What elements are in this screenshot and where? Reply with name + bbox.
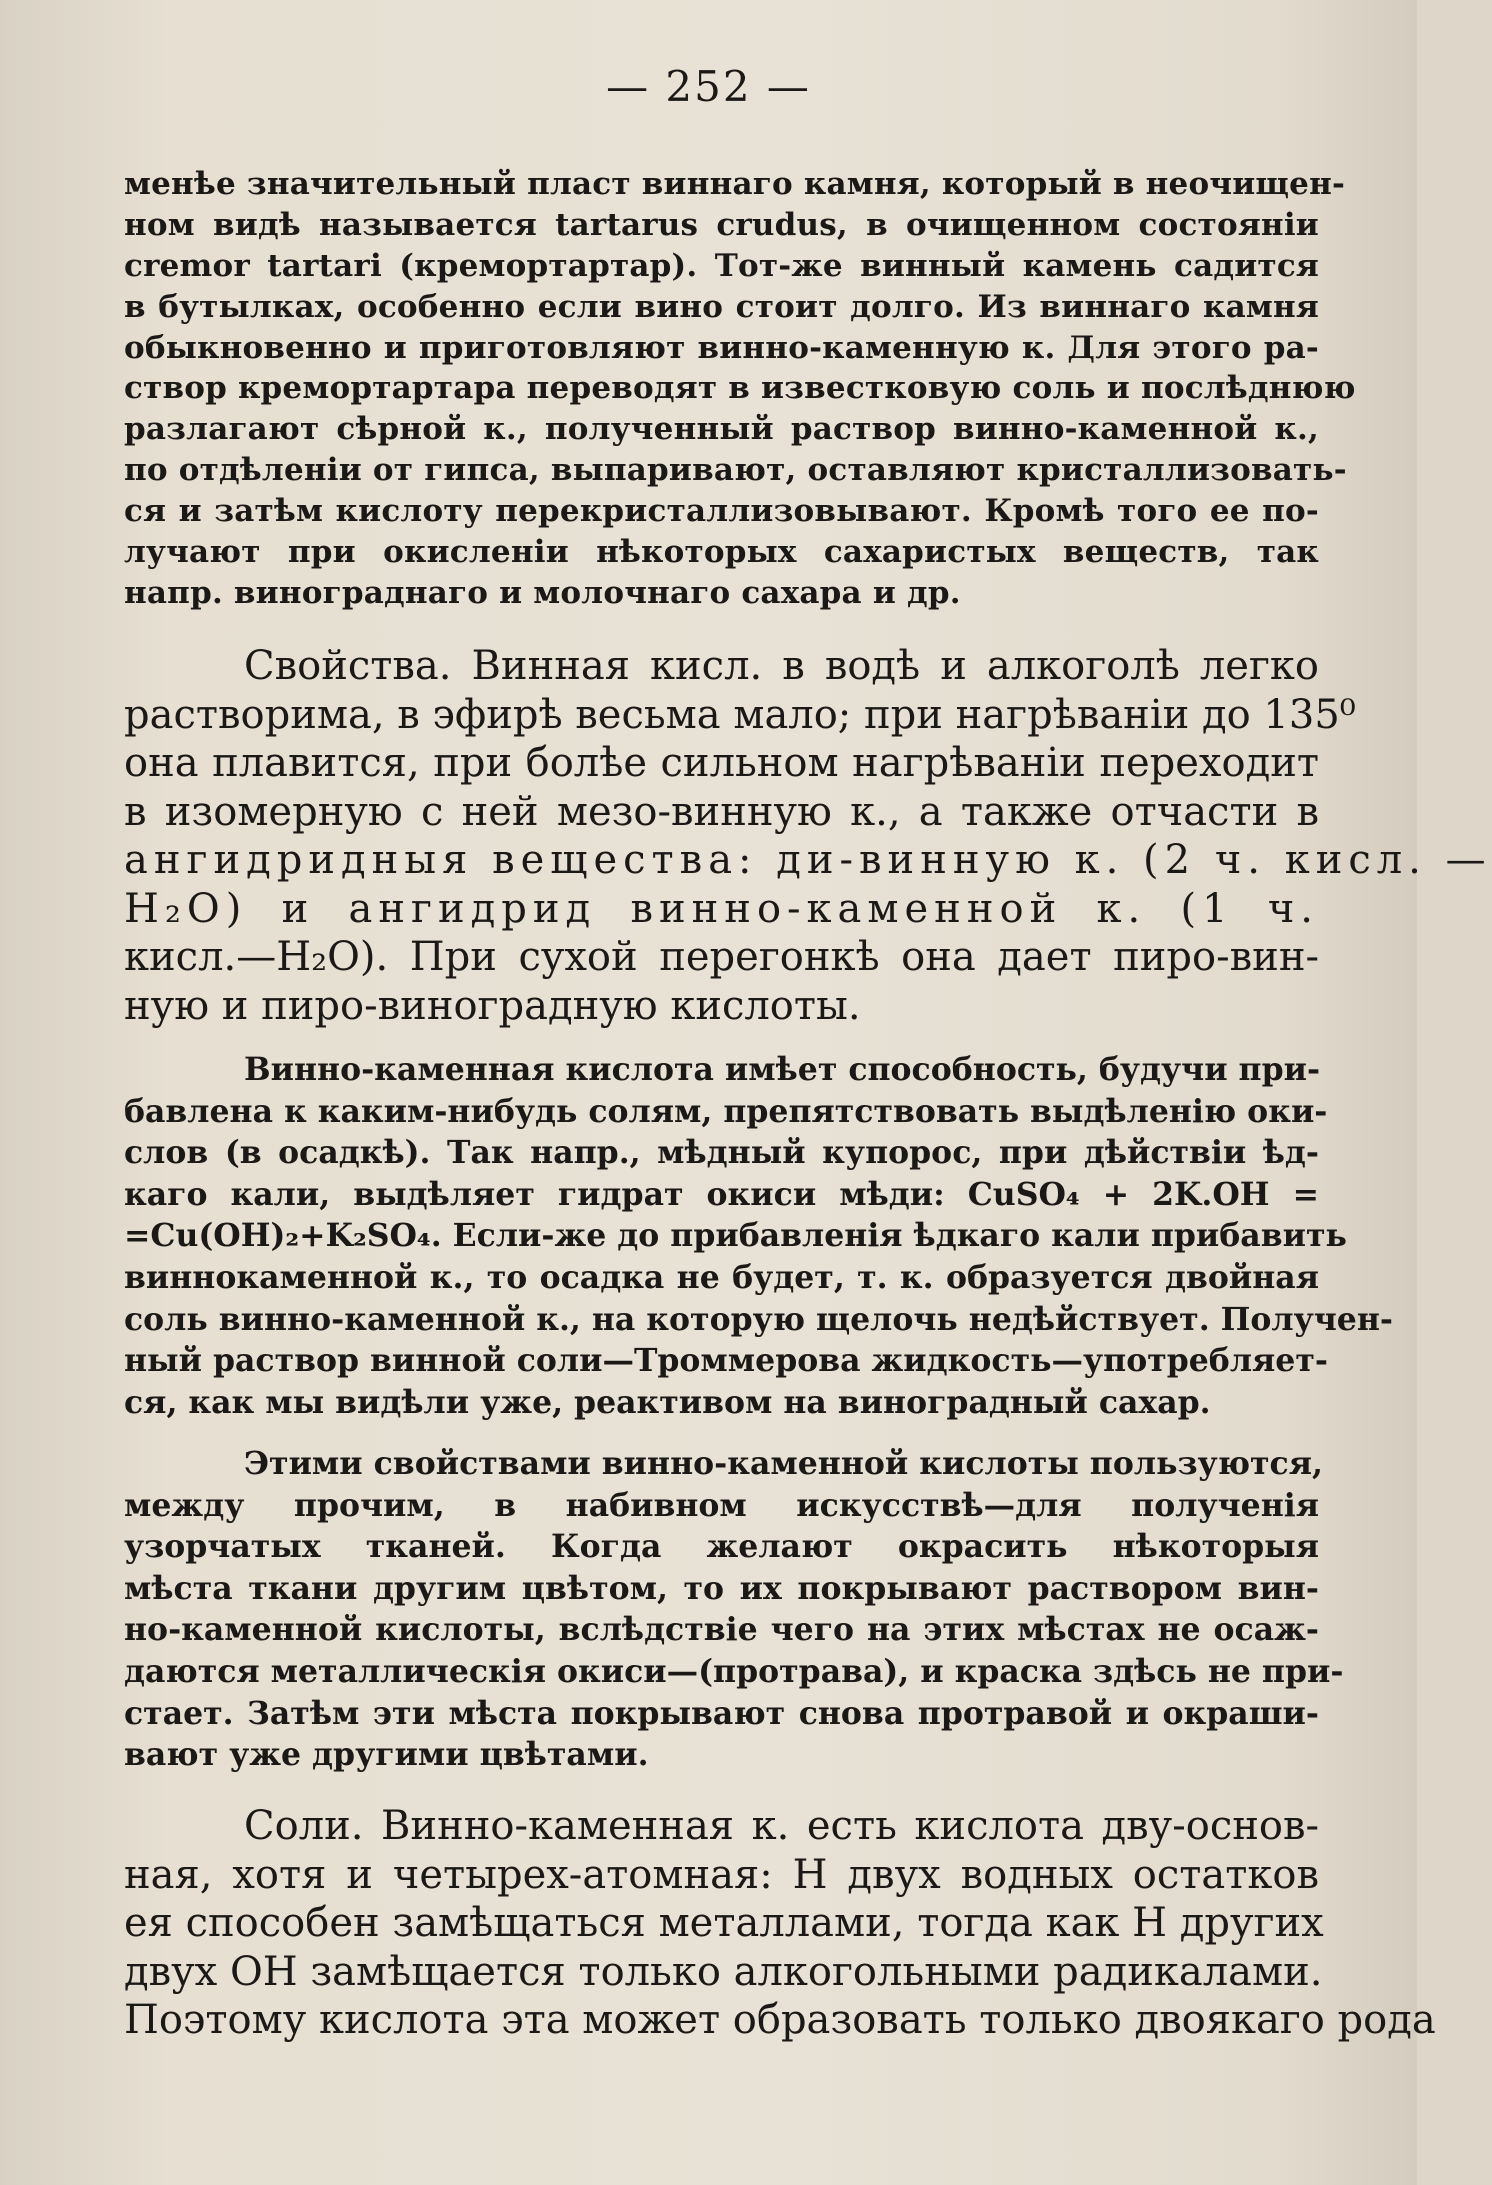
text-line: Соли. Винно-каменная к. есть кислота дву-основ- [244, 1803, 1319, 1849]
text-line: вают уже другими цвѣтами. [124, 1736, 649, 1774]
text-line: между прочим, в набивном искусствѣ—для полученiя [124, 1486, 1319, 1524]
text-line: cremor tartari (кремортартар). Тот-же винный камень садится [124, 247, 1319, 284]
text-line: растворима, в эфирѣ весьма мало; при нагрѣванiи до 135⁰ [124, 691, 1356, 738]
text-line: слов (в осадкѣ). Так напр., мѣдный купорос, при дѣйствiи ѣд- [124, 1134, 1319, 1172]
text-line: узорчатых тканей. Когда желают окрасить нѣкоторыя [124, 1528, 1319, 1566]
text-line: виннокаменной к., то осадка не будет, т. к. образуется двойная [124, 1258, 1319, 1296]
text-line: кисл.—H₂O). При сухой перегонкѣ она дает пиро-вин- [124, 934, 1319, 980]
paragraph-4 [124, 1443, 1344, 1776]
text-line: ангидридныя вещества: ди-винную к. (2 ч. кисл. — [124, 837, 1492, 883]
text-line: H₂O) и ангидрид винно-каменной к. (1 ч. [124, 885, 1319, 932]
text-line: даются металлическiя окиси—(протрава), и краска здѣсь не при- [124, 1652, 1344, 1690]
text-line: двух OH замѣщается только алкогольными радикалами. [124, 1948, 1323, 1995]
text-line: каго кали, выдѣляет гидрат окиси мѣди: CuSO₄ + 2K.OH = [124, 1175, 1319, 1213]
text-line: ся, как мы видѣли уже, реактивом на виноградный сахар. [124, 1383, 1211, 1421]
text-line: бавлена к каким-нибудь солям, препятствовать выдѣленiю оки- [124, 1092, 1328, 1130]
text-line: Этими свойствами винно-каменной кислоты пользуются, [244, 1445, 1323, 1482]
text-line: =Cu(OH)₂+K₂SO₄. Если-же до прибавленiя ѣдкаго кали прибавить [124, 1217, 1347, 1255]
text-line: но-каменной кислоты, вслѣдствiе чего на этих мѣстах не осаж- [124, 1611, 1319, 1649]
text-line: Винно-каменная кислота имѣет способность, будучи при- [244, 1051, 1321, 1088]
text-line: ном видѣ называется tartarus crudus, в очищенном состоянiи [124, 206, 1319, 243]
text-line: мѣста ткани другим цвѣтом, то их покрывают раствором вин- [124, 1569, 1319, 1607]
text-line: разлагают сѣрной к., полученный раствор винно-каменной к., [124, 411, 1319, 448]
text-line: ная, хотя и четырех-атомная: H двух водных остатков [124, 1851, 1319, 1898]
text-line: ную и пиро-виноградную кислоты. [124, 982, 861, 1029]
text-line: ся и затѣм кислоту перекристаллизовывают. Кромѣ того ее по- [124, 493, 1319, 530]
text-line: ный раствор винной соли—Троммерова жидкость—употребляет- [124, 1342, 1328, 1380]
text-line: в бутылках, особенно если вино стоит долго. Из виннаго камня [124, 288, 1319, 325]
text-line: соль винно-каменной к., на которую щелочь недѣйствует. Получен- [124, 1300, 1393, 1338]
text-line: лучают при окисленiи нѣкоторых сахаристых веществ, так [124, 534, 1319, 571]
paragraph-5-salts [124, 1802, 1436, 2045]
text-line: менѣе значительный пласт виннаго камня, который в неочищен- [124, 166, 1346, 202]
text-line: Поэтому кислота эта может образовать только двоякаго рода [124, 1997, 1436, 2043]
text-line: стает. Затѣм эти мѣста покрывают снова протравой и окраши- [124, 1694, 1319, 1732]
text-line: по отдѣленiи от гипса, выпаривают, оставляют кристаллизовать- [124, 452, 1347, 489]
paragraph-3 [124, 1049, 1393, 1423]
paragraph-2-properties [124, 642, 1492, 1030]
text-line: Свойства. Винная кисл. в водѣ и алкоголѣ легко [244, 643, 1319, 689]
text-line: ея способен замѣщаться металлами, тогда как H других [124, 1900, 1324, 1946]
paragraph-1 [124, 164, 1356, 614]
text-line: напр. винограднаго и молочнаго сахара и др. [124, 574, 961, 611]
page-number: — 252 — [606, 62, 811, 111]
text-line: обыкновенно и приготовляют винно-каменную к. Для этого ра- [124, 329, 1319, 366]
text-line: она плавится, при болѣе сильном нагрѣванiи переходит [124, 740, 1319, 786]
text-line: створ кремортартара переводят в известковую соль и послѣднюю [124, 370, 1356, 407]
text-line: в изомерную с ней мезо-винную к., а также отчасти в [124, 788, 1319, 835]
